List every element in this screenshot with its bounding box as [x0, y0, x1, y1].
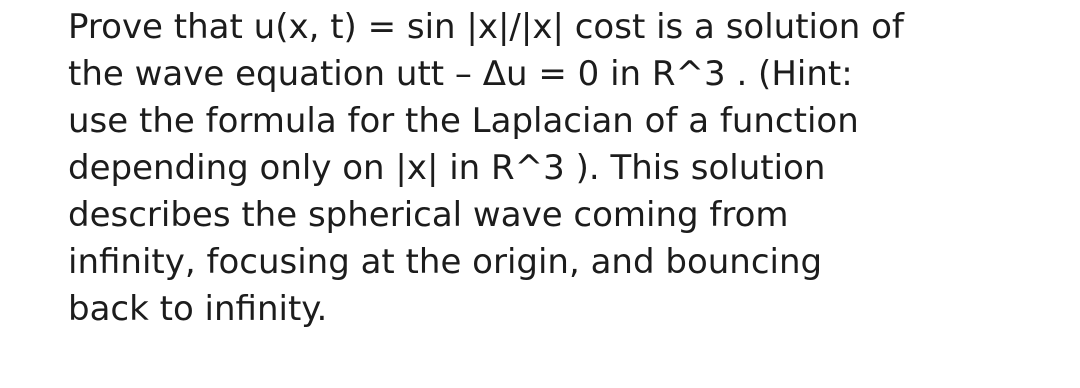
problem-line: infinity, focusing at the origin, and bouncing: [68, 242, 823, 282]
problem-line: depending only on |x| in R^3 ). This solution: [68, 148, 826, 188]
problem-line: back to infinity.: [68, 289, 328, 329]
problem-line: describes the spherical wave coming from: [68, 195, 789, 235]
problem-statement: [68, 4, 1068, 333]
problem-line: Prove that u(x, t) = sin |x|/|x| cost is a solution of: [68, 7, 904, 47]
problem-line: the wave equation utt – Δu = 0 in R^3 . (Hint:: [68, 54, 853, 94]
problem-line: use the formula for the Laplacian of a function: [68, 101, 859, 141]
